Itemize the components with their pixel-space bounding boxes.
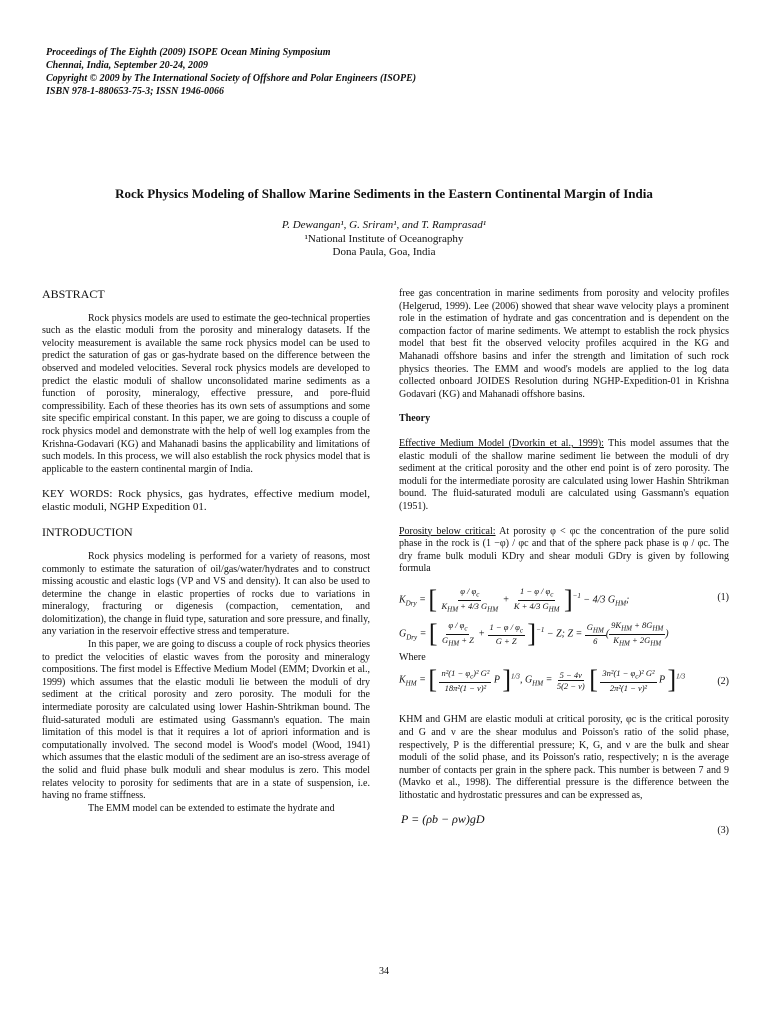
header-line-1: Proceedings of The Eighth (2009) ISOPE Ocean Mining Symposium <box>46 47 331 58</box>
emm-label: Effective Medium Model (Dvorkin et al., 1999): <box>399 437 604 449</box>
introduction-heading: INTRODUCTION <box>42 525 133 540</box>
author-names: P. Dewangan¹, G. Sriram¹, and T. Ramprasad¹ <box>281 219 487 231</box>
equation-3 <box>399 811 729 839</box>
equation-1: $K_{Dry}$ = [ $\frac{\varphi / \varphi_c}{K_{HM} + 4/3 G_{HM}}$ + $\frac{1 - \varphi / \varphi_c}{K + 4/3 G_{HM}}$ ]$^{-1}$ − 4/3 $G_{HM}$; $G_{Dry}$ = [ $\frac{\varphi / \varphi_c}{G_{HM} + Z}$ + $\frac{1 - \varphi / \varphi_c}{G + Z}$ ]$^{-1}$ − Z; Z = $\frac{G_{HM}}{6}$ ( $\frac{9K_{HM} + 8G_{HM}}{K_{HM} + 2G_{HM}}$ ) (1) <box>399 584 729 648</box>
emm-paragraph <box>399 438 729 514</box>
intro-paragraph-3: The EMM model can be extended to estimate the hydrate and <box>88 802 335 814</box>
equation-3-text: P = (ρb − ρw)gD <box>401 811 485 826</box>
right-paragraph-1: free gas concentration in marine sediments from porosity and velocity profiles (Helgerud, 1999). Lee (2006) showed that shear wave velocity plays a prominent role in the estimation of hydrate and gas concentration and is dependent on the compaction factor of marine sediments. We attempt to establish the rock physics model that best fit the observed velocity profiles acquired in the KG and Mahanadi offshore basins and infer the strength and limitation of such rock physics theories. The EMM and wood's models are applied to the log data collected onboard JOIDES Resolution during NGHP-Expedition-01 in Krishna Godavari (KG) and Mahanadi offshore basins. <box>399 288 729 400</box>
porosity-text: At porosity φ < φc the concentration of the pure solid phase in the rock is (1 −φ) / φc and that of the sphere pack phase is φ / φc. The dry frame bulk moduli KDry and shear moduli GDry is given by following formula <box>399 525 729 575</box>
header-line-3: Copyright © 2009 by The International Society of Offshore and Polar Engineers (ISOPE) <box>46 73 417 84</box>
header-line-2: Chennai, India, September 20-24, 2009 <box>46 60 208 71</box>
porosity-label: Porosity below critical: <box>399 525 496 537</box>
keywords-label: KEY WORDS: <box>42 488 113 501</box>
keywords-text: Rock physics, gas hydrates, effective medium model, elastic moduli, NGHP Expedition 01. <box>42 488 370 514</box>
proceedings-header <box>46 46 646 98</box>
abstract-text: Rock physics models are used to estimate the geo-technical properties such as the elastic moduli from the porosity and mineralogy datasets. If the velocity measurement is available the same rock physics model can be used to predict the saturation of gas or gas-hydrate based on the difference between the observed and modeled velocities. Several rock physics models are developed to predict the elastic moduli of shallow unconsolidated marine sediments as a function of porosity, mineralogy, effective pressure, and pore-fluid compressibility. Each of these theories has its own sets of assumptions and some site specific empirical constant. In this paper, we are going to discuss a couple of rock physics model and demonstrate with the help of well log examples from the Krishna-Godavari (KG) and Mahanadi basins the applicability and limitations of such models. In this process, we will also establish the rock physics model that is applicable to the eastern continental margin of India. <box>42 312 370 475</box>
abstract-heading: ABSTRACT <box>42 287 105 301</box>
keywords <box>42 488 370 514</box>
equation-1-number: (1) <box>717 591 729 603</box>
location: Dona Paula, Goa, India <box>332 246 436 258</box>
author-block <box>0 219 768 260</box>
left-column <box>42 288 370 815</box>
intro-paragraph-1: Rock physics modeling is performed for a variety of reasons, most commonly to estimate the saturation of oil/gas/water/hydrates and to construct missing acoustic and elastic logs (VP and VS and density). It can also be used to determine the change in elastic properties of rocks due to variations in mineralogy, fracturing or digenesis (compaction, cementation, and dolomitization), the change in fluid type, saturation and sore pressure, and finally, any variation in the reservoir effective stress and temperature. <box>42 550 370 638</box>
paper-title: Rock Physics Modeling of Shallow Marine Sediments in the Eastern Continental Margin of India <box>115 186 653 201</box>
moduli-paragraph: KHM and GHM are elastic moduli at critical porosity, φc is the critical porosity and G and ν are the shear modulus and Poisson's ratio of the solid phase, respectively, P is the differential pressure; K, G, and ν are the bulk and shear moduli of the solid phase, and its Poisson's ratio, respectively; n is the average number of contacts per grain in the sphere pack. This number is between 7 and 9 (Mavko et al., 1998). The differential pressure is the difference between the lithostatic and hydrostatic pressures and can be expressed as, <box>399 714 729 802</box>
intro-paragraph-2: In this paper, we are going to discuss a couple of rock physics theories to predict the velocities of elastic waves from the porosity and mineralogy compositions. The first model is Effective Medium Model (EMM; Dvorkin et al., 1999) which assumes that the elastic moduli lie between the moduli of dry sediment at the critical porosity and zero porosity. The moduli for the intermediate porosity are calculated using lower Hashin-Shtrikman bound. The fluid-saturated moduli are estimated using Gassmann's equation. The main limitation of this model is that it requires a lot of apriori information and is computationally involved. The second model is Wood's model (Wood, 1941) which assumes that the elastic moduli of the sediment are an iso-stress average of the solid and fluid phase bulk moduli and shear modulus is zero. This model relates velocity to porosity for sediments that are in a state of suspension, i.e. having no frame stiffness. <box>42 639 370 802</box>
header-line-4: ISBN 978-1-880653-75-3; ISSN 1946-0066 <box>46 86 225 97</box>
page-number: 34 <box>379 966 389 977</box>
affiliation: ¹National Institute of Oceanography <box>304 232 464 245</box>
porosity-paragraph <box>399 526 729 576</box>
equation-3-number: (3) <box>717 824 729 836</box>
theory-heading: Theory <box>399 413 431 425</box>
equation-2-number: (2) <box>717 676 729 688</box>
where-label: Where <box>399 651 426 663</box>
right-column <box>399 288 729 839</box>
equation-2: $K_{HM}$ = [ $\frac{n^2(1 - \varphi_c)^2 G^2}{\text{18π²(1 − ν)²}}$ P ]$^{1/3}$, $G_{HM}$ = $\frac{5 - 4\nu}{5(2 - \nu)}$ [ $\frac{3n^2(1 - \varphi_c)^2 G^2}{\text{2π²(1 − ν)²}}$ P ]$^{1/3}$ (2) <box>399 665 729 695</box>
emm-text: This model assumes that the elastic moduli of the shallow marine sediment lie between the moduli of dry sediment at the critical porosity and the other end point is of zero porosity. The moduli for the intermediate porosity are calculated using lower Hashin Shtrikman bound. The fluid-saturated moduli are calculated using Gassmann's equation (1951). <box>399 437 729 512</box>
